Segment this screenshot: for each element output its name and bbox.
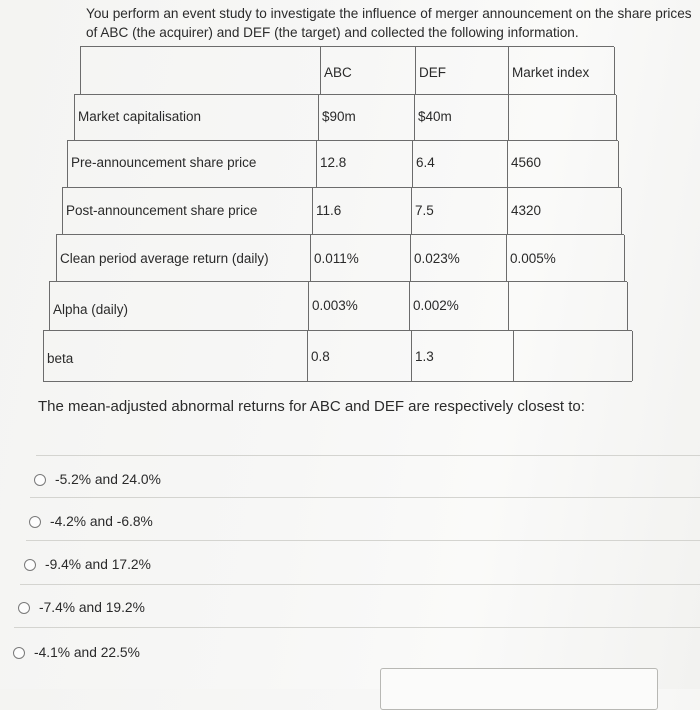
market-value: 4320: [511, 203, 542, 218]
row-label: Market capitalisation: [78, 109, 202, 124]
def-cell: [413, 141, 508, 187]
divider: [20, 584, 700, 585]
radio-circle-icon[interactable]: [24, 559, 36, 571]
radio-circle-icon[interactable]: [34, 474, 46, 486]
question-prompt: The mean-adjusted abnormal returns for ABC and DEF are respectively closest to:: [38, 398, 585, 415]
header-def-cell: [416, 47, 509, 94]
abc-value: 12.8: [320, 155, 347, 170]
def-value: 7.5: [415, 203, 434, 218]
def-cell: [415, 95, 509, 140]
header-market: Market index: [512, 65, 590, 80]
abc-value: 0.011%: [314, 251, 359, 266]
abc-value: $90m: [322, 109, 356, 124]
table-row: [62, 187, 621, 234]
abc-cell: [313, 188, 412, 234]
radio-circle-icon[interactable]: [29, 516, 41, 528]
row-label-cell: [50, 282, 309, 330]
def-cell: [412, 331, 514, 381]
divider: [26, 540, 700, 541]
header-market-cell: [509, 47, 615, 94]
abc-value: 0.003%: [312, 298, 358, 313]
header-abc-cell: [321, 47, 416, 94]
abc-cell: [311, 235, 411, 281]
market-cell: [508, 188, 622, 234]
abc-value: 0.8: [311, 349, 330, 364]
row-label: beta: [47, 351, 74, 366]
divider: [14, 627, 700, 628]
option-label: -4.1% and 22.5%: [34, 645, 140, 660]
abc-cell: [308, 331, 412, 381]
table-header-row: [80, 46, 614, 94]
submit-area[interactable]: [380, 668, 658, 710]
abc-cell: [317, 141, 413, 187]
divider: [30, 497, 700, 498]
table-row: [56, 234, 624, 281]
row-label: Clean period average return (daily): [60, 251, 269, 266]
def-value: $40m: [418, 109, 452, 124]
table-row: [43, 330, 632, 382]
market-value: 0.005%: [510, 251, 556, 266]
header-label-cell: [81, 47, 321, 94]
row-label-cell: [63, 188, 313, 234]
row-label-cell: [44, 331, 308, 381]
answer-option-1[interactable]: [34, 472, 161, 487]
def-value: 0.002%: [413, 298, 459, 313]
divider: [36, 455, 700, 456]
market-value: 4560: [511, 155, 542, 170]
market-cell: [514, 331, 633, 381]
row-label-cell: [68, 141, 317, 187]
table-row: [67, 140, 618, 187]
option-label: -9.4% and 17.2%: [45, 557, 151, 572]
abc-cell: [309, 282, 410, 330]
option-label: -7.4% and 19.2%: [39, 600, 145, 615]
market-cell: [507, 235, 625, 281]
row-label-cell: [57, 235, 311, 281]
answer-option-5[interactable]: [13, 645, 140, 660]
row-label-cell: [75, 95, 319, 140]
market-cell: [509, 95, 617, 140]
header-def: DEF: [419, 65, 446, 80]
def-value: 6.4: [416, 155, 435, 170]
def-cell: [412, 188, 508, 234]
option-label: -5.2% and 24.0%: [55, 472, 161, 487]
table-row: [74, 94, 616, 140]
def-value: 1.3: [415, 349, 434, 364]
row-label: Post-announcement share price: [66, 203, 258, 218]
header-abc: ABC: [324, 65, 352, 80]
market-cell: [508, 141, 619, 187]
abc-value: 11.6: [316, 203, 342, 218]
answer-option-3[interactable]: [24, 557, 151, 572]
radio-circle-icon[interactable]: [13, 647, 25, 659]
radio-circle-icon[interactable]: [18, 602, 30, 614]
option-label: -4.2% and -6.8%: [50, 514, 153, 529]
def-value: 0.023%: [414, 251, 460, 266]
abc-cell: [319, 95, 415, 140]
table-row: [49, 281, 627, 330]
def-cell: [410, 282, 509, 330]
answer-option-4[interactable]: [18, 600, 145, 615]
market-cell: [509, 282, 628, 330]
def-cell: [411, 235, 507, 281]
row-label: Pre-announcement share price: [71, 155, 257, 170]
question-intro: You perform an event study to investigate the influence of merger announcement on the share prices of ABC (the acquirer) and DEF (the target) and collected the following information.: [86, 6, 692, 40]
answer-option-2[interactable]: [29, 514, 153, 529]
row-label: Alpha (daily): [53, 302, 129, 317]
